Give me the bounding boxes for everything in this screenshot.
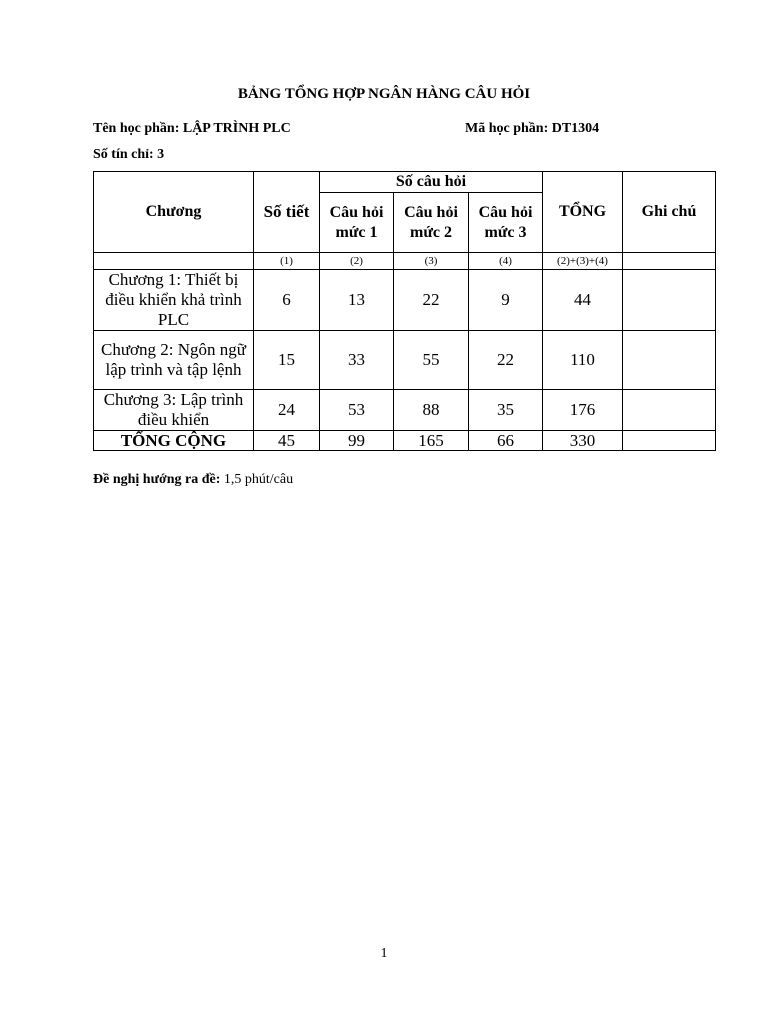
exam-suggestion bbox=[93, 472, 293, 488]
header-total: TỔNG bbox=[543, 172, 623, 253]
document-title: BẢNG TỔNG HỢP NGÂN HÀNG CÂU HỎI bbox=[237, 86, 531, 102]
total-level2-cell: 165 bbox=[394, 431, 469, 451]
header-chapter: Chương bbox=[94, 172, 254, 253]
header-questions-group: Số câu hỏi bbox=[320, 172, 543, 193]
periods-cell: 15 bbox=[254, 331, 320, 390]
index-row bbox=[94, 253, 716, 270]
periods-cell: 24 bbox=[254, 390, 320, 431]
table-row bbox=[94, 331, 716, 390]
index-cell: (3) bbox=[394, 253, 469, 270]
note-cell bbox=[623, 331, 716, 390]
table-row bbox=[94, 270, 716, 331]
index-cell: (2) bbox=[320, 253, 394, 270]
suggestion-value: 1,5 phút/câu bbox=[223, 472, 294, 487]
index-cell: (4) bbox=[469, 253, 543, 270]
level1-cell: 13 bbox=[320, 270, 394, 331]
index-cell: (1) bbox=[254, 253, 320, 270]
header-note: Ghi chú bbox=[623, 172, 716, 253]
page-number: 1 bbox=[380, 946, 388, 961]
level2-cell: 55 bbox=[394, 331, 469, 390]
total-cell: 110 bbox=[543, 331, 623, 390]
total-label: TỔNG CỘNG bbox=[94, 431, 254, 451]
total-note-cell bbox=[623, 431, 716, 451]
note-cell bbox=[623, 270, 716, 331]
total-row bbox=[94, 431, 716, 451]
chapter-cell: Chương 2: Ngôn ngữ lập trình và tập lệnh bbox=[94, 331, 254, 390]
note-cell bbox=[623, 390, 716, 431]
level3-cell: 22 bbox=[469, 331, 543, 390]
credits: Số tín chỉ: 3 bbox=[93, 147, 165, 162]
total-level1-cell: 99 bbox=[320, 431, 394, 451]
course-code: Mã học phần: DT1304 bbox=[465, 121, 600, 136]
total-cell: 176 bbox=[543, 390, 623, 431]
course-name: Tên học phần: LẬP TRÌNH PLC bbox=[93, 121, 291, 136]
header-periods: Số tiết bbox=[254, 172, 320, 253]
level1-cell: 53 bbox=[320, 390, 394, 431]
index-cell-chapter bbox=[94, 253, 254, 270]
total-cell: 44 bbox=[543, 270, 623, 331]
level1-cell: 33 bbox=[320, 331, 394, 390]
level2-cell: 88 bbox=[394, 390, 469, 431]
chapter-cell: Chương 1: Thiết bị điều khiển khả trình PLC bbox=[94, 270, 254, 331]
header-level2: Câu hỏi mức 2 bbox=[394, 193, 469, 253]
index-cell bbox=[623, 253, 716, 270]
level2-cell: 22 bbox=[394, 270, 469, 331]
level3-cell: 9 bbox=[469, 270, 543, 331]
chapter-cell: Chương 3: Lập trình điều khiển bbox=[94, 390, 254, 431]
header-level3: Câu hỏi mức 3 bbox=[469, 193, 543, 253]
total-level3-cell: 66 bbox=[469, 431, 543, 451]
level3-cell: 35 bbox=[469, 390, 543, 431]
index-cell: (2)+(3)+(4) bbox=[543, 253, 623, 270]
grand-total-cell: 330 bbox=[543, 431, 623, 451]
periods-cell: 6 bbox=[254, 270, 320, 331]
suggestion-label: Đề nghị hướng ra đề: bbox=[93, 472, 221, 487]
total-periods-cell: 45 bbox=[254, 431, 320, 451]
header-level1: Câu hỏi mức 1 bbox=[320, 193, 394, 253]
question-bank-table bbox=[93, 171, 716, 451]
table-row bbox=[94, 390, 716, 431]
